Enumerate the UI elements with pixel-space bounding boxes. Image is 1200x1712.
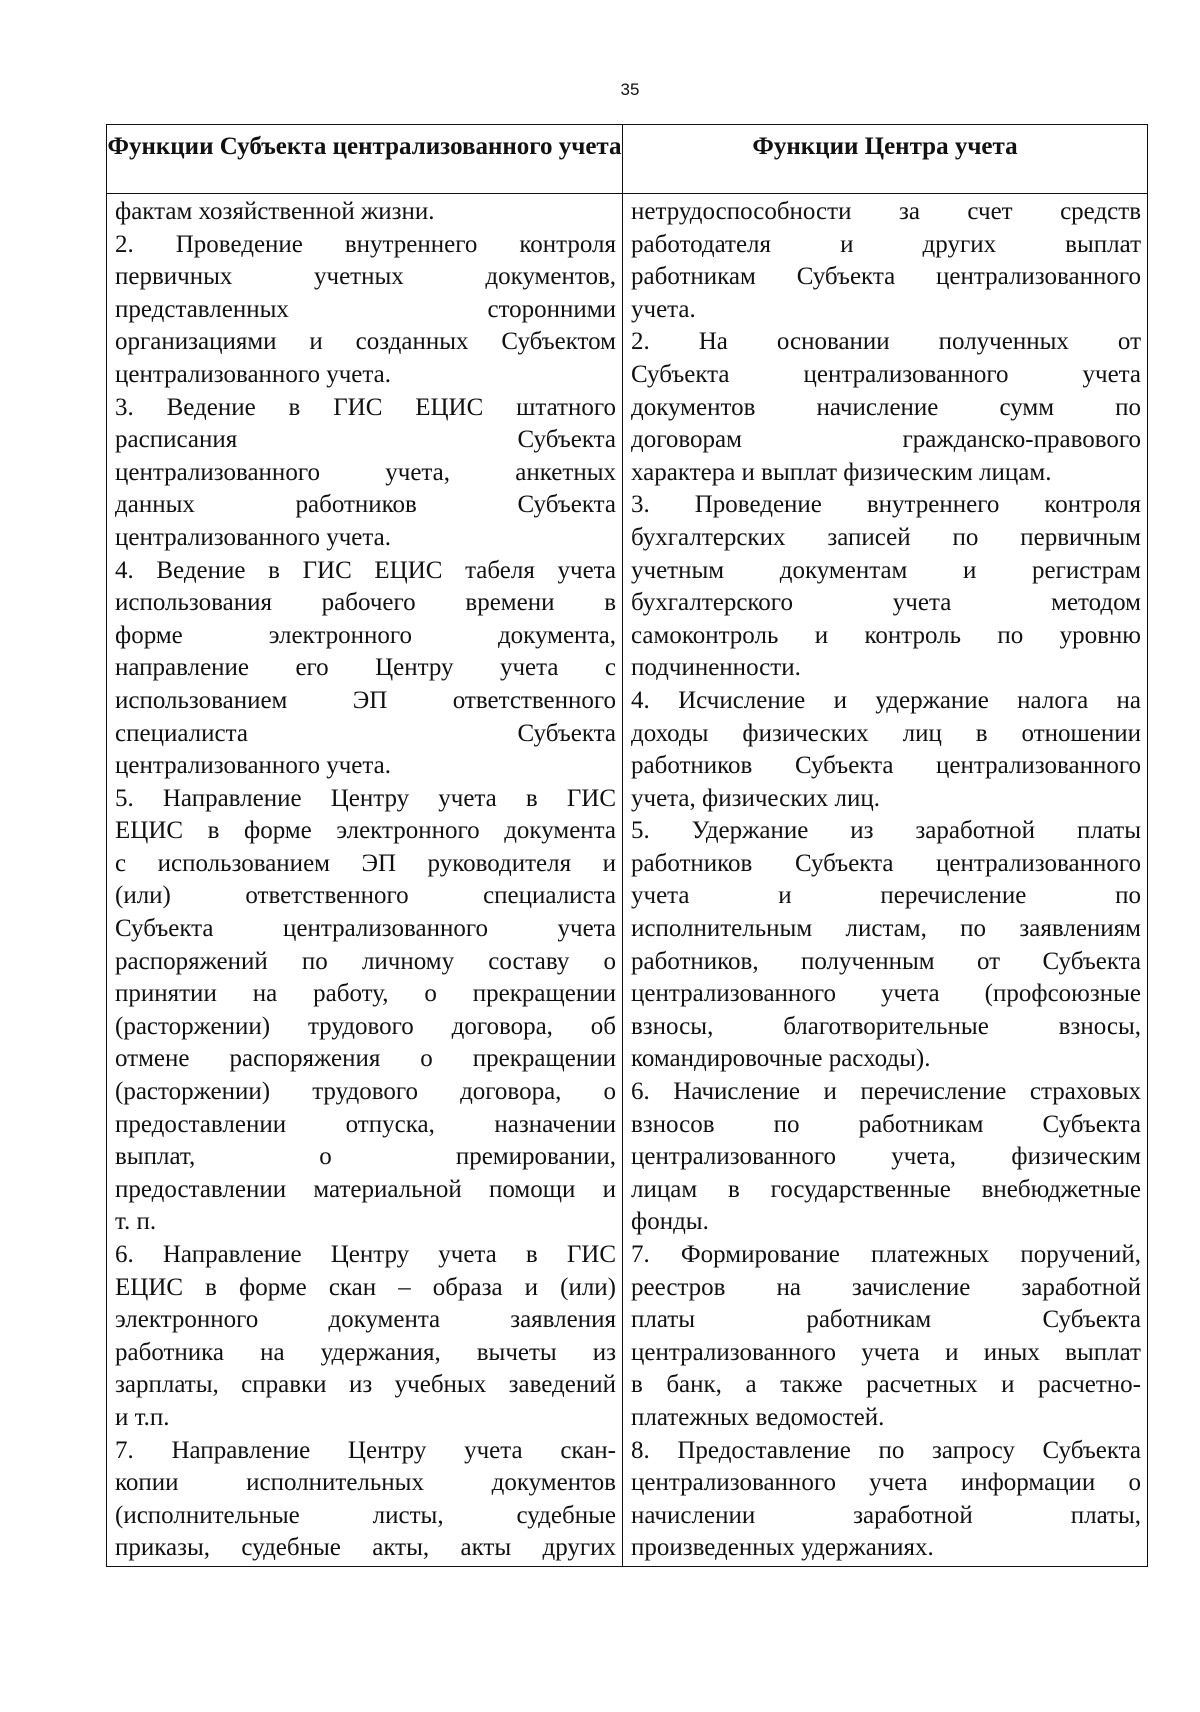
subject-functions-text-line: централизованного учета. <box>115 523 391 551</box>
header-center-functions: Функции Центра учета <box>752 133 1018 160</box>
subject-functions-text-line: 4. Ведение в ГИС ЕЦИС табеля учета <box>115 556 616 584</box>
center-functions-text-line: 4. Исчисление и удержание налога на <box>631 686 1141 714</box>
subject-functions-text-line: предоставлении отпуска, назначении <box>115 1110 616 1138</box>
subject-functions-text-line: форме электронного документа, <box>115 621 616 649</box>
subject-functions-text-line: ЕЦИС в форме скан – образа и (или) <box>115 1273 616 1301</box>
subject-functions-text-line: выплат, о премировании, <box>115 1143 616 1171</box>
subject-functions-text-line: копии исполнительных документов <box>115 1469 616 1497</box>
center-functions-text-line: подчиненности. <box>631 654 801 682</box>
header-subject-functions: Функции Субъекта централизованного учета <box>107 125 623 193</box>
subject-functions-text-line: Субъекта централизованного учета <box>115 915 616 943</box>
subject-functions-text-line: принятии на работу, о прекращении <box>115 980 616 1008</box>
subject-functions-text-line: централизованного учета. <box>115 360 391 388</box>
subject-functions-text-line: специалиста Субъекта <box>115 719 616 747</box>
functions-table <box>106 124 1148 1567</box>
subject-functions-text-line: первичных учетных документов, <box>115 263 616 291</box>
center-functions-text-line: работодателя и других выплат <box>631 230 1141 258</box>
subject-functions-text-line: т. п. <box>115 1208 157 1236</box>
subject-functions-text-line: использованием ЭП ответственного <box>115 686 616 714</box>
subject-functions-text-line: (расторжении) трудового договора, об <box>115 1012 616 1040</box>
table-body-row <box>107 194 1147 1566</box>
center-functions-text-line: бухгалтерских записей по первичным <box>631 523 1141 551</box>
center-functions-text-line: нетрудоспособности за счет средств <box>631 198 1141 225</box>
subject-functions-text-line: с использованием ЭП руководителя и <box>115 849 616 877</box>
center-functions-text-line: исполнительным листам, по заявлениям <box>631 915 1141 943</box>
center-functions-text-line: фонды. <box>631 1208 709 1236</box>
center-functions-text-line: 8. Предоставление по запросу Субъекта <box>631 1436 1141 1464</box>
subject-functions-text-line: зарплаты, справки из учебных заведений <box>115 1371 616 1399</box>
subject-functions-text-line: электронного документа заявления <box>115 1306 616 1334</box>
subject-functions-cell <box>107 194 623 1566</box>
subject-functions-text-line: распоряжений по личному составу о <box>115 947 616 975</box>
center-functions-text-line: взносов по работникам Субъекта <box>631 1110 1141 1138</box>
subject-functions-text-line: (исполнительные листы, судебные <box>115 1501 616 1529</box>
center-functions-text-line: 7. Формирование платежных поручений, <box>631 1241 1141 1268</box>
center-functions-text-line: командировочные расходы). <box>631 1045 931 1073</box>
table-header-row <box>107 125 1147 194</box>
page-number: 35 <box>620 80 640 99</box>
subject-functions-text-line: использования рабочего времени в <box>115 589 616 617</box>
center-functions-text-line: платы работникам Субъекта <box>631 1306 1141 1334</box>
center-functions-text-line: 2. На основании полученных от <box>631 328 1141 356</box>
center-functions-text-line: договорам гражданско-правового <box>631 426 1141 454</box>
center-functions-text-line: документов начисление сумм по <box>631 393 1141 421</box>
subject-functions-text-line: представленных сторонними <box>115 295 616 323</box>
subject-functions-text-line: 6. Направление Центру учета в ГИС <box>115 1241 616 1268</box>
subject-functions-text-line: ЕЦИС в форме электронного документа <box>115 817 616 845</box>
center-functions-cell <box>623 194 1147 1566</box>
subject-functions-text-line: централизованного учета, анкетных <box>115 458 616 486</box>
center-functions-text-line: работников Субъекта централизованного <box>631 752 1141 780</box>
center-functions-text-line: работникам Субъекта централизованного <box>631 263 1141 291</box>
center-functions-text-line: 3. Проведение внутреннего контроля <box>631 491 1141 519</box>
subject-functions-text-line: приказы, судебные акты, акты других <box>115 1534 616 1562</box>
subject-functions-text-line: отмене распоряжения о прекращении <box>115 1045 616 1073</box>
center-functions-text-line: лицам в государственные внебюджетные <box>631 1175 1141 1203</box>
center-functions-text-line: начислении заработной платы, <box>631 1501 1141 1529</box>
center-functions-text-line: работников, полученным от Субъекта <box>631 947 1141 975</box>
center-functions-text-line: централизованного учета информации о <box>631 1469 1141 1497</box>
center-functions-text-line: учета и перечисление по <box>631 882 1141 910</box>
center-functions-text-line: учета, физических лиц. <box>631 784 880 812</box>
subject-functions-text-line: 7. Направление Центру учета скан- <box>115 1436 616 1464</box>
center-functions-text-line: 5. Удержание из заработной платы <box>631 817 1141 845</box>
subject-functions-text-line: централизованного учета. <box>115 752 391 780</box>
center-functions-text-line: бухгалтерского учета методом <box>631 589 1141 617</box>
center-functions-text-line: произведенных удержаниях. <box>631 1534 934 1562</box>
center-functions-text-line: централизованного учета и иных выплат <box>631 1338 1141 1366</box>
subject-functions-text-line: и т.п. <box>115 1403 170 1431</box>
subject-functions-text-line: предоставлении материальной помощи и <box>115 1175 616 1203</box>
center-functions-text-line: доходы физических лиц в отношении <box>631 719 1141 747</box>
center-functions-text-line: платежных ведомостей. <box>631 1403 885 1431</box>
subject-functions-text-line: 3. Ведение в ГИС ЕЦИС штатного <box>115 393 616 421</box>
center-functions-text-line: в банк, а также расчетных и расчетно- <box>631 1371 1141 1399</box>
subject-functions-text-line: данных работников Субъекта <box>115 491 616 519</box>
center-functions-text-line: 6. Начисление и перечисление страховых <box>631 1078 1141 1106</box>
center-functions-text-line: самоконтроль и контроль по уровню <box>631 621 1141 649</box>
center-functions-text-line: Субъекта централизованного учета <box>631 360 1141 388</box>
center-functions-text-line: учетным документам и регистрам <box>631 556 1141 584</box>
center-functions-text-line: характера и выплат физическим лицам. <box>631 458 1052 486</box>
subject-functions-text-line: (или) ответственного специалиста <box>115 882 616 910</box>
subject-functions-text-line: работника на удержания, вычеты из <box>115 1338 616 1366</box>
subject-functions-text-line: фактам хозяйственной жизни. <box>115 198 435 225</box>
subject-functions-text-line: направление его Центру учета с <box>115 654 616 682</box>
subject-functions-text-line: организациями и созданных Субъектом <box>115 328 616 356</box>
subject-functions-text-line: 2. Проведение внутреннего контроля <box>115 230 616 258</box>
center-functions-text-line: централизованного учета, физическим <box>631 1143 1141 1171</box>
center-functions-text-line: работников Субъекта централизованного <box>631 849 1141 877</box>
subject-functions-text-line: расписания Субъекта <box>115 426 616 454</box>
center-functions-text-line: реестров на зачисление заработной <box>631 1273 1141 1301</box>
center-functions-text-line: централизованного учета (профсоюзные <box>631 980 1141 1008</box>
center-functions-text-line: взносы, благотворительные взносы, <box>631 1012 1141 1040</box>
subject-functions-text-line: 5. Направление Центру учета в ГИС <box>115 784 616 812</box>
center-functions-text-line: учета. <box>631 295 696 323</box>
subject-functions-text-line: (расторжении) трудового договора, о <box>115 1078 616 1106</box>
